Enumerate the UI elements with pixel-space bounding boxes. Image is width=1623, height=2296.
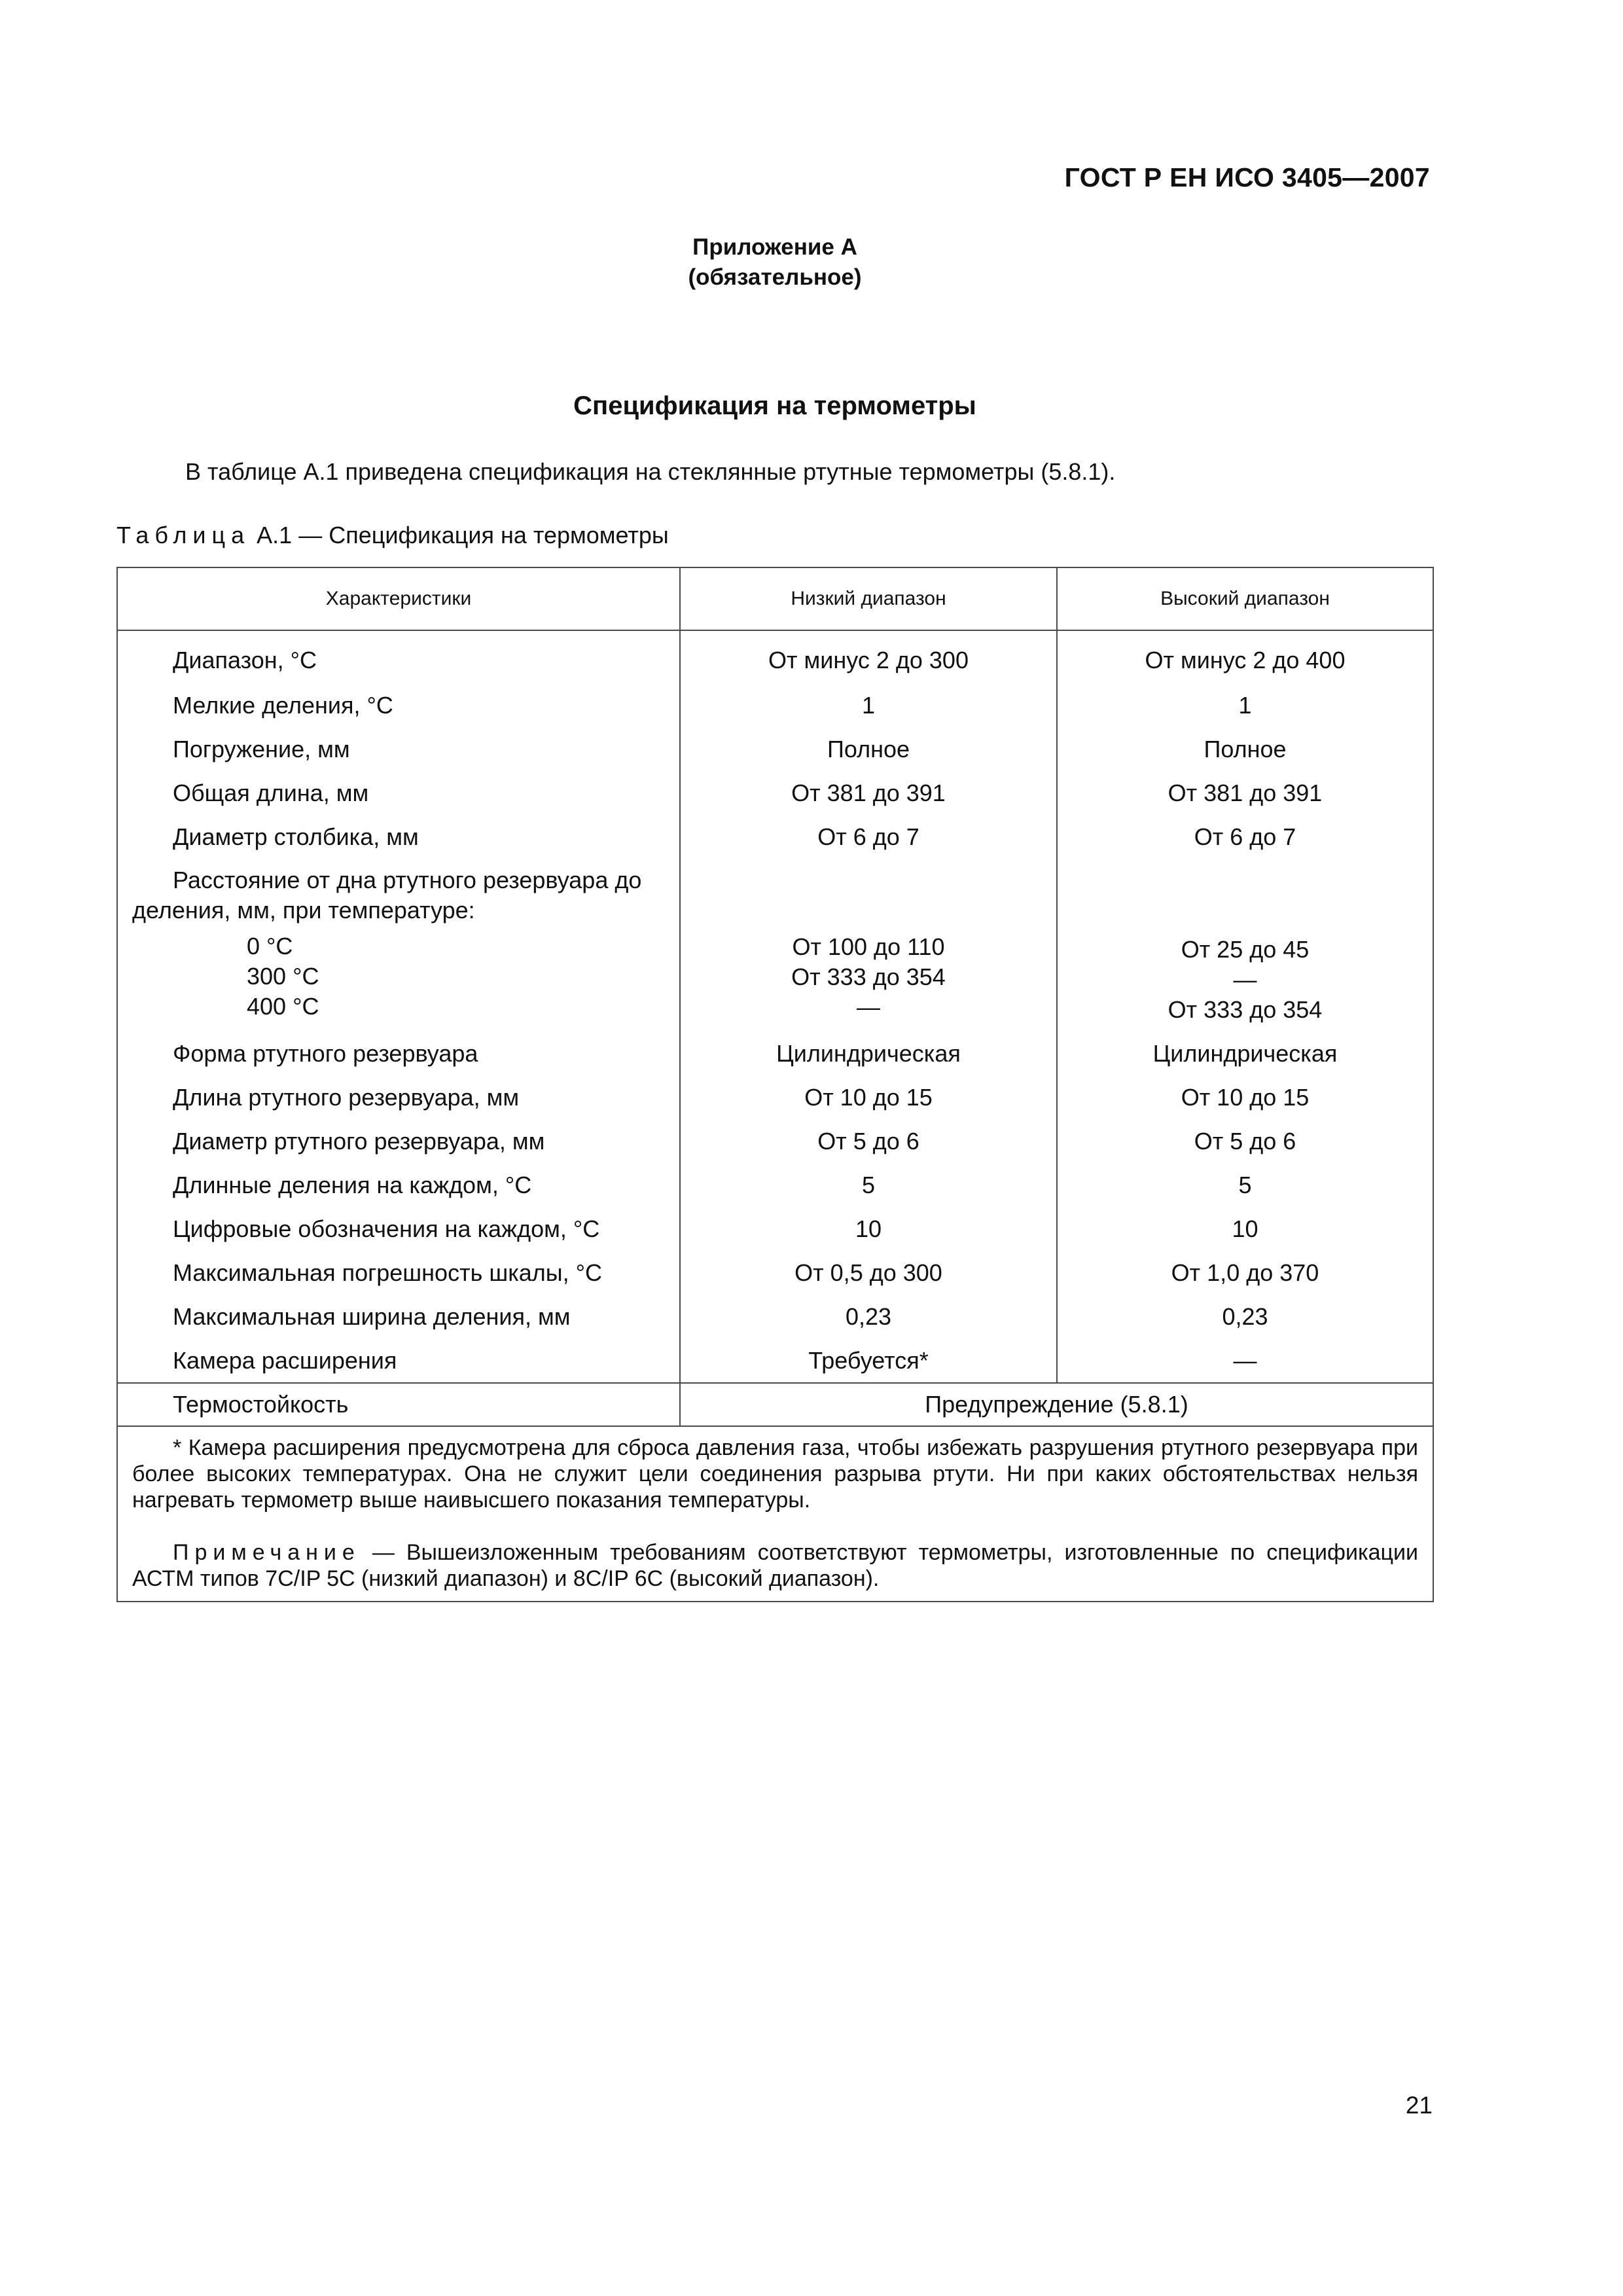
standard-code: ГОСТ Р ЕН ИСО 3405—2007 — [1064, 162, 1430, 192]
table-row — [117, 1338, 1433, 1383]
row-param: Длинные деления на каждом, °С — [117, 1163, 680, 1207]
row-high: 10 — [1057, 1207, 1433, 1251]
table-row — [117, 1119, 1433, 1163]
distance-high — [1057, 928, 1433, 1031]
temperature-list — [117, 928, 680, 1031]
intro-paragraph: В таблице А.1 приведена спецификация на стеклянные ртутные термометры (5.8.1). — [185, 458, 1116, 485]
table-caption-text: А.1 — Спецификация на термометры — [250, 522, 669, 548]
table-row — [117, 1075, 1433, 1119]
row-param: Диаметр ртутного резервуара, мм — [117, 1119, 680, 1163]
row-param: Максимальная погрешность шкалы, °С — [117, 1251, 680, 1295]
table-row — [117, 1163, 1433, 1207]
row-high: — — [1057, 1338, 1433, 1383]
row-low: От 381 до 391 — [680, 771, 1057, 815]
temp-300: 300 °С — [247, 963, 319, 990]
distance-high-400: От 333 до 354 — [1168, 996, 1323, 1023]
thermal-resistance-value: Предупреждение (5.8.1) — [680, 1383, 1433, 1426]
row-high: 5 — [1057, 1163, 1433, 1207]
table-row — [117, 1207, 1433, 1251]
row-param: Диапазон, °С — [117, 630, 680, 683]
table-row — [117, 771, 1433, 815]
row-param: Форма ртутного резервуара — [117, 1031, 680, 1075]
row-low: От минус 2 до 300 — [680, 630, 1057, 683]
table-row — [117, 1295, 1433, 1338]
table-row — [117, 727, 1433, 771]
row-high-empty — [1057, 859, 1433, 928]
row-param: Цифровые обозначения на каждом, °С — [117, 1207, 680, 1251]
row-high: От минус 2 до 400 — [1057, 630, 1433, 683]
table-row — [117, 1251, 1433, 1295]
table-footnote: * Камера расширения предусмотрена для сброса давления газа, чтобы избежать разрушения ртутного резервуара при более высоких температурах. Она не служит цели соединения разрыва ртути. Ни при каких обстоятельствах нельзя нагревать термометр выше наивысшего показания температуры. — [132, 1435, 1418, 1513]
row-low: От 0,5 до 300 — [680, 1251, 1057, 1295]
row-param: Длина ртутного резервуара, мм — [117, 1075, 680, 1119]
temp-0: 0 °С — [247, 933, 293, 960]
row-high: Цилиндрическая — [1057, 1031, 1433, 1075]
row-low: От 6 до 7 — [680, 815, 1057, 859]
page-number: 21 — [1405, 2092, 1433, 2119]
table-note-text: — Вышеизложенным требованиям соответствуют термометры, изготовленные по спецификации АСТМ типов 7С/IP 5С (низкий диапазон) и 8С/IP 6С (высокий диапазон). — [132, 1540, 1418, 1591]
row-param: Камера расширения — [117, 1338, 680, 1383]
table-row-distance-heading — [117, 859, 1433, 928]
section-title: Спецификация на термометры — [573, 391, 976, 420]
row-low: 5 — [680, 1163, 1057, 1207]
row-param: Максимальная ширина деления, мм — [117, 1295, 680, 1338]
row-param: Термостойкость — [117, 1383, 680, 1426]
table-row-distance-values — [117, 928, 1433, 1031]
table-note — [132, 1539, 1418, 1592]
table-header-row — [117, 567, 1433, 630]
row-param: Погружение, мм — [117, 727, 680, 771]
row-low: От 5 до 6 — [680, 1119, 1057, 1163]
row-low: Цилиндрическая — [680, 1031, 1057, 1075]
row-high: От 5 до 6 — [1057, 1119, 1433, 1163]
table-row — [117, 815, 1433, 859]
row-low: 10 — [680, 1207, 1057, 1251]
annex-title: Приложение А — [692, 234, 857, 260]
table-row-thermal-resistance — [117, 1383, 1433, 1426]
annex-status: (обязательное) — [688, 264, 862, 290]
row-param: Расстояние от дна ртутного резервуара до деления, мм, при температуре: — [117, 859, 680, 928]
table-row — [117, 1031, 1433, 1075]
annex-heading — [0, 232, 1550, 293]
table-notes-row — [117, 1426, 1433, 1602]
row-high: От 10 до 15 — [1057, 1075, 1433, 1119]
row-param: Мелкие деления, °С — [117, 683, 680, 727]
distance-high-300: — — [1233, 966, 1257, 993]
row-low: Полное — [680, 727, 1057, 771]
table-note-prefix: Примечание — [173, 1540, 361, 1565]
table-row — [117, 683, 1433, 727]
row-high: От 381 до 391 — [1057, 771, 1433, 815]
table-caption-prefix: Таблица — [116, 522, 251, 548]
row-param: Общая длина, мм — [117, 771, 680, 815]
temp-400: 400 °С — [247, 993, 319, 1020]
row-high: От 6 до 7 — [1057, 815, 1433, 859]
distance-low-0: От 100 до 110 — [792, 933, 945, 960]
row-low-empty — [680, 859, 1057, 928]
row-low: Требуется* — [680, 1338, 1057, 1383]
row-low: От 10 до 15 — [680, 1075, 1057, 1119]
row-high: 0,23 — [1057, 1295, 1433, 1338]
row-param: Диаметр столбика, мм — [117, 815, 680, 859]
col-header-low-range: Низкий диапазон — [680, 567, 1057, 630]
row-low: 1 — [680, 683, 1057, 727]
row-high: 1 — [1057, 683, 1433, 727]
distance-low-300: От 333 до 354 — [791, 963, 946, 990]
distance-low-400: — — [857, 994, 880, 1020]
table-caption — [116, 522, 669, 549]
row-high: Полное — [1057, 727, 1433, 771]
table-row — [117, 630, 1433, 683]
row-low: 0,23 — [680, 1295, 1057, 1338]
distance-high-0: От 25 до 45 — [1181, 936, 1310, 963]
row-high: От 1,0 до 370 — [1057, 1251, 1433, 1295]
spec-table — [116, 567, 1434, 1602]
col-header-characteristics: Характеристики — [117, 567, 680, 630]
col-header-high-range: Высокий диапазон — [1057, 567, 1433, 630]
table-notes — [117, 1426, 1433, 1602]
distance-low — [680, 928, 1057, 1031]
